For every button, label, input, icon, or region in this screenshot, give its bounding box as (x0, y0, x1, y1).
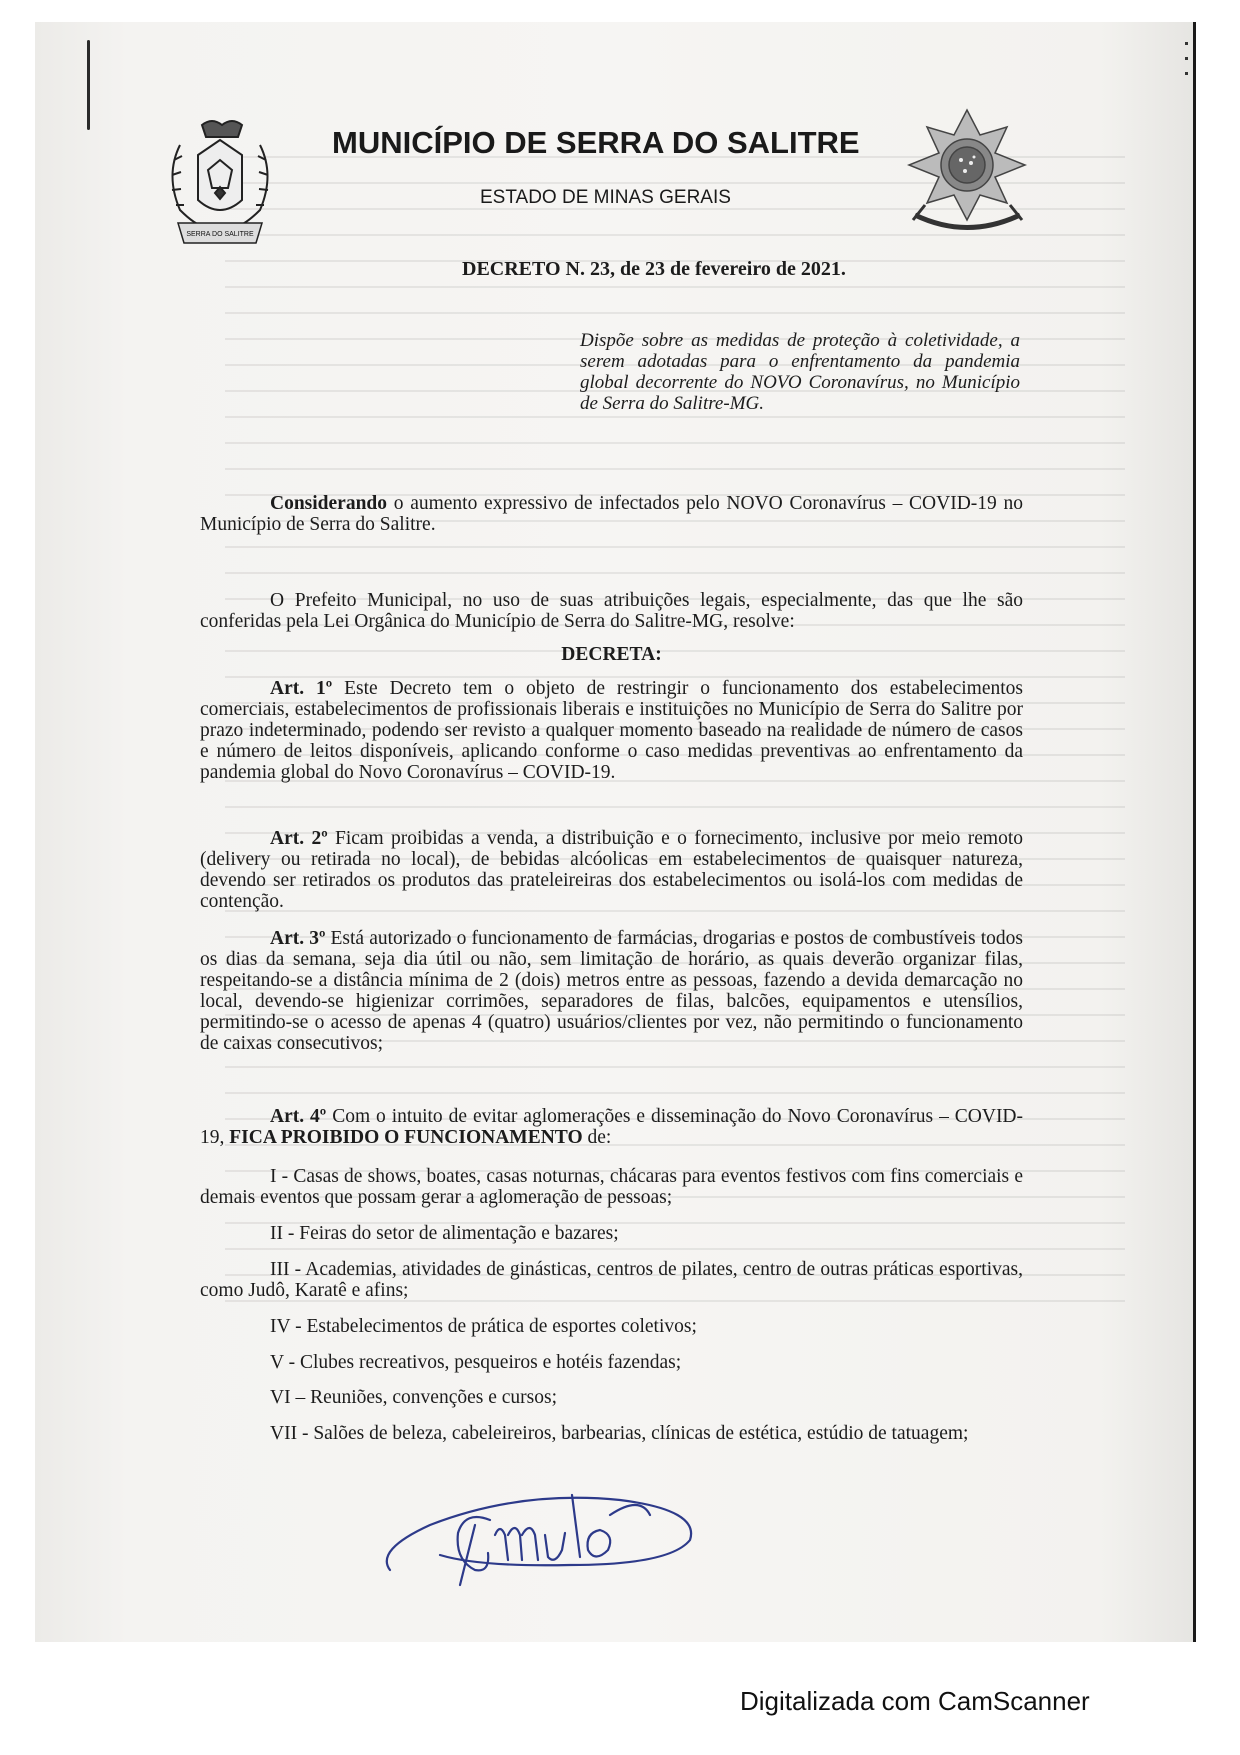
item-iii-text: III - Academias, atividades de ginásticas, centros de pilates, centro de outras práticas esportivas, como Judô, Karatê e afins; (200, 1259, 1023, 1301)
edge-mark (87, 40, 90, 130)
item-iv-text: IV - Estabelecimentos de prática de esportes coletivos; (270, 1316, 697, 1337)
article-4-label: Art. 4º (270, 1106, 327, 1127)
considerando-paragraph (200, 493, 1023, 535)
article-3-text: Está autorizado o funcionamento de farmácias, drogarias e postos de combustíveis todos os dias da semana, seja dia útil ou não, sem limitação de horário, as quais deverão organizar filas, respeitando-se a distância mínima de 2 (dois) metros entre as pessoas, fazendo a devida demarcação no local, devendo-se higienizar corrimões, separadores de filas, balcões, equipamentos e utensílios, permitindo-se o acesso de apenas 4 (quatro) usuários/clientes por vez, não permitindo o funcionamento de caixas consecutivos; (200, 928, 1023, 1054)
article-2-text: Ficam proibidas a venda, a distribuição e o fornecimento, inclusive por meio remoto (delivery ou retirada no local), de bebidas alcóolicas em estabelecimentos de quaisquer natureza, devendo ser retirados os produtos das prateleireiras dos estabelecimentos ou isolá-los com medidas de contenção. (200, 828, 1023, 912)
considerando-text: o aumento expressivo de infectados pelo NOVO Coronavírus – COVID-19 no Município de Serra do Salitre. (200, 493, 1023, 535)
state-name: ESTADO DE MINAS GERAIS (480, 187, 731, 208)
article-4-end: de: (582, 1127, 612, 1148)
item-ii (200, 1223, 1023, 1244)
scanner-watermark: Digitalizada com CamScanner (740, 1686, 1090, 1716)
municipality-title: MUNICÍPIO DE SERRA DO SALITRE (332, 125, 860, 160)
decree-summary: Dispõe sobre as medidas de proteção à coletividade, a serem adotadas para o enfrentamento da pandemia global decorrente do NOVO Coronavírus, no Município de Serra do Salitre-MG. (580, 330, 1020, 414)
article-2 (200, 828, 1023, 912)
item-ii-text: II - Feiras do setor de alimentação e bazares; (270, 1223, 619, 1244)
item-vi-text: VI – Reuniões, convenções e cursos; (270, 1387, 558, 1408)
decreta-heading: DECRETA: (561, 644, 662, 665)
article-3-label: Art. 3º (270, 928, 326, 949)
brazil-coat-of-arms-icon (895, 105, 1040, 240)
coat-of-arms-text: SERRA DO SALITRE (186, 231, 254, 238)
item-vii (200, 1423, 1023, 1444)
article-1 (200, 678, 1023, 783)
municipal-coat-of-arms-icon (150, 115, 290, 255)
item-v-text: V - Clubes recreativos, pesqueiros e hotéis fazendas; (270, 1352, 682, 1373)
article-1-label: Art. 1º (270, 678, 333, 699)
item-v (200, 1352, 1023, 1373)
item-iv (200, 1316, 1023, 1337)
article-4-text: Com o intuito de evitar aglomerações e disseminação do Novo Coronavírus – COVID-19, (200, 1106, 1024, 1148)
decree-title: DECRETO N. 23, de 23 de fevereiro de 2021. (462, 258, 846, 280)
item-i (200, 1166, 1023, 1208)
article-2-label: Art. 2º (270, 828, 328, 849)
article-3 (200, 928, 1023, 1054)
article-1-text: Este Decreto tem o objeto de restringir o funcionamento dos estabelecimentos comerciais, estabelecimentos de profissionais liberais e instituições no Município de Serra do Salitre por prazo indeterminado, podendo ser revisto a qualquer momento baseado na realidade de número de casos e número de leitos disponíveis, aplicando conforme o caso medidas preventivas ao enfrentamento da pandemia global do Novo Coronavírus – COVID-19. (200, 678, 1023, 783)
item-i-text: I - Casas de shows, boates, casas noturnas, chácaras para eventos festivos com fins comerciais e demais eventos que possam gerar a aglomeração de pessoas; (200, 1166, 1023, 1208)
item-iii (200, 1259, 1023, 1301)
edge-dots (1185, 42, 1189, 102)
item-vi (200, 1387, 1023, 1408)
article-4-bold: FICA PROIBIDO O FUNCIONAMENTO (229, 1127, 583, 1148)
considerando-label: Considerando (270, 493, 388, 514)
preamble-text: O Prefeito Municipal, no uso de suas atribuições legais, especialmente, das que lhe são conferidas pela Lei Orgânica do Município de Serra do Salitre-MG, resolve: (200, 590, 1023, 632)
article-4 (200, 1106, 1023, 1148)
preamble-paragraph (200, 590, 1023, 632)
handwritten-signature (370, 1455, 710, 1590)
item-vii-text: VII - Salões de beleza, cabeleireiros, barbearias, clínicas de estética, estúdio de tatuagem; (270, 1423, 969, 1444)
